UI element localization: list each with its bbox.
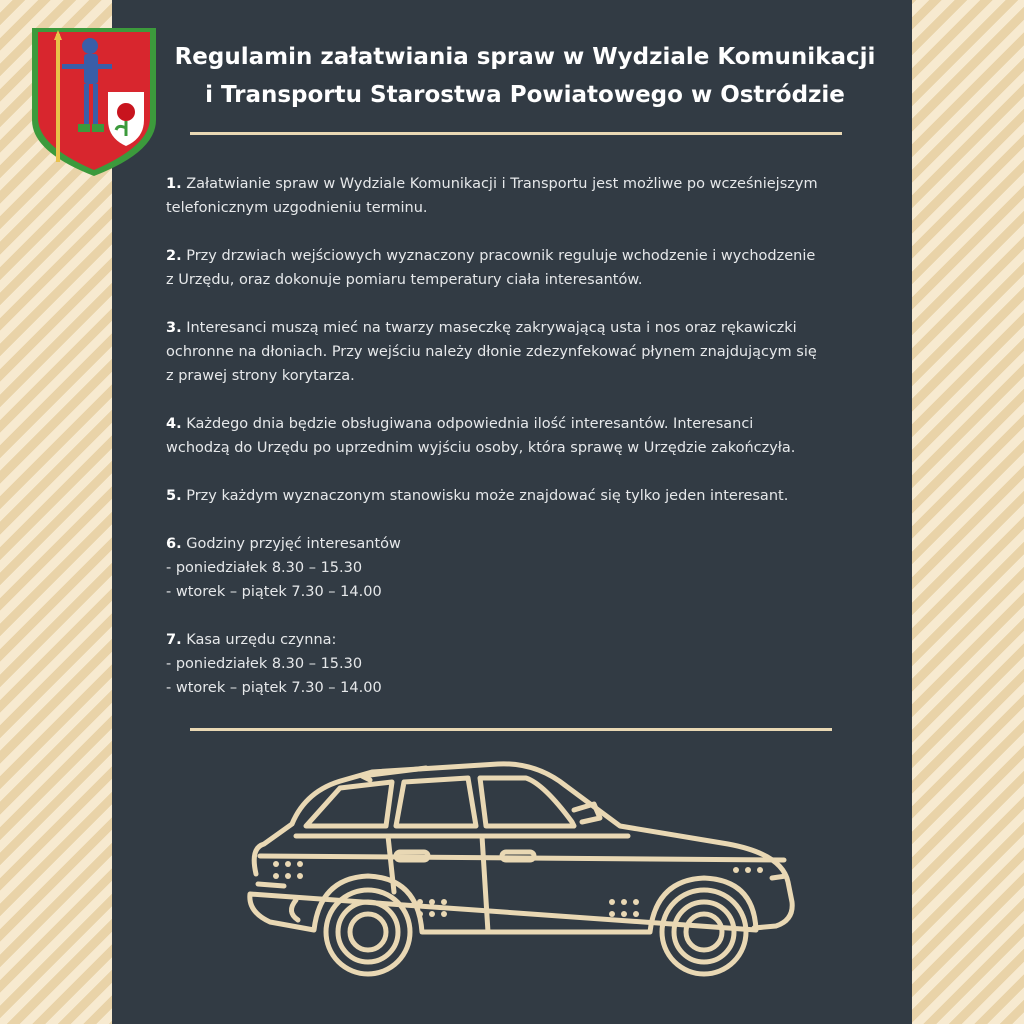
page-title	[160, 38, 890, 114]
rules-list	[166, 172, 896, 724]
rule-text: Interesanci muszą mieć na twarzy maseczkę zakrywającą usta i nos oraz rękawiczki ochronne na dłoniach. Przy wejściu należy dłonie zdezynfekować płynem znajdującym się z prawej strony korytarza.	[166, 320, 817, 384]
coat-of-arms-knight-icon	[28, 24, 160, 180]
rule-item	[166, 484, 896, 508]
divider-bottom	[190, 728, 832, 731]
rule-number: 7.	[166, 632, 182, 648]
rule-number: 3.	[166, 320, 182, 336]
rule-item	[166, 172, 896, 220]
rule-item	[166, 628, 896, 700]
rule-text: Przy każdym wyznaczonym stanowisku może znajdować się tylko jeden interesant.	[186, 488, 789, 504]
title-line-1: Regulamin załatwiania spraw w Wydziale Komunikacji	[174, 44, 876, 70]
rule-item	[166, 316, 896, 388]
rule-number: 5.	[166, 488, 182, 504]
rule-number: 2.	[166, 248, 182, 264]
rule-text: Godziny przyjęć interesantów - poniedziałek 8.30 – 15.30 - wtorek – piątek 7.30 – 14.00	[166, 536, 401, 600]
rule-text: Załatwianie spraw w Wydziale Komunikacji i Transportu jest możliwe po wcześniejszym telefonicznym uzgodnieniu terminu.	[166, 176, 818, 216]
rule-number: 6.	[166, 536, 182, 552]
rule-text: Każdego dnia będzie obsługiwana odpowiednia ilość interesantów. Interesanci wchodzą do Urzędu po uprzednim wyjściu osoby, która sprawę w Urzędzie zakończyła.	[166, 416, 796, 456]
rule-text: Przy drzwiach wejściowych wyznaczony pracownik reguluje wchodzenie i wychodzenie z Urzędu, oraz dokonuje pomiaru temperatury ciała interesantów.	[166, 248, 816, 288]
title-line-2: i Transportu Starostwa Powiatowego w Ostródzie	[205, 82, 845, 108]
rule-number: 4.	[166, 416, 182, 432]
suv-car-outline-icon	[236, 752, 800, 988]
rule-item	[166, 244, 896, 292]
rule-text: Kasa urzędu czynna: - poniedziałek 8.30 – 15.30 - wtorek – piątek 7.30 – 14.00	[166, 632, 382, 696]
rule-number: 1.	[166, 176, 182, 192]
rule-item	[166, 412, 896, 460]
divider-top	[190, 132, 842, 135]
rule-item	[166, 532, 896, 604]
